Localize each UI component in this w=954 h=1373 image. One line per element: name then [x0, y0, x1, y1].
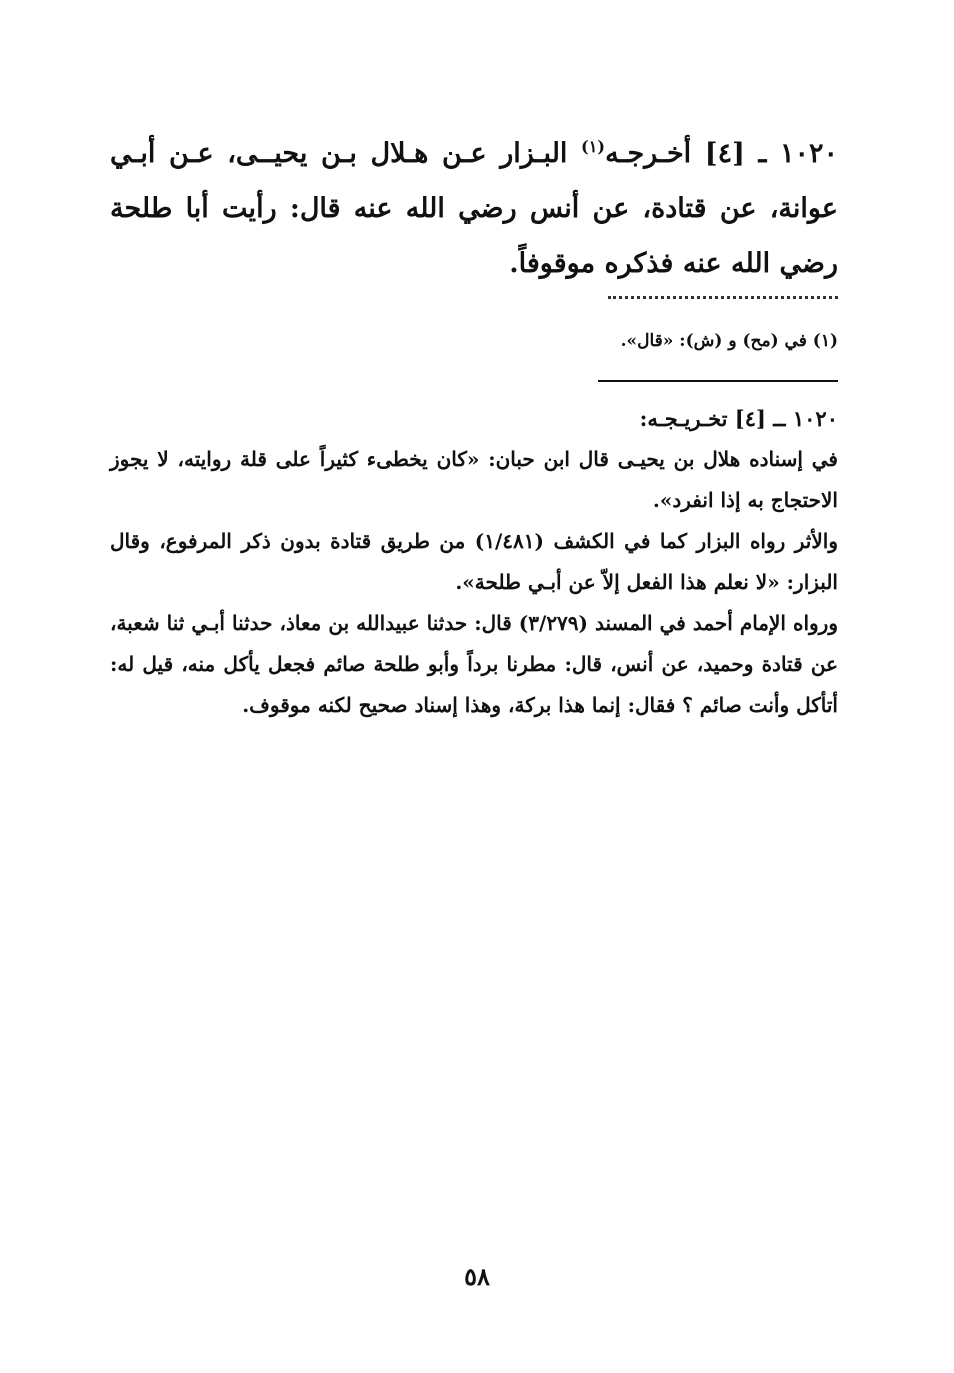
main-text-part2: البـزار عـن هـلال بـن يحيــى، عـن أبـي عوانة، عن قتادة، عن أنس رضي الله عنه قال: رأيت أبا طلحة رضي الله عنه فذكره موقوفاً. [110, 138, 838, 279]
footnote-separator [608, 296, 838, 303]
section-divider [598, 380, 838, 382]
footnote-1: (١) في (مح) و (ش): «قال». [620, 331, 838, 351]
main-text-part1: أخـرجـه [605, 138, 692, 169]
takhrij-paragraph-2: والأثر رواه البزار كما في الكشف (١/٤٨١) من طريق قتادة بدون ذكر المرفوع، وقال البزار: «لا نعلم هذا الفعل إلاّ عن أبـي طلحة». [110, 529, 838, 594]
footnote-reference: (١) [581, 137, 606, 156]
takhrij-paragraph-3: ورواه الإمام أحمد في المسند (٣/٢٧٩) قال: حدثنا عبيدالله بن معاذ، حدثنا أبـي ثنا شعبة، عن قتادة وحميد، عن أنس، قال: مطرنا برداً وأبو طلحة صائم فجعل يأكل منه، قيل له: أتأكل وأنت صائم ؟ فقال: إنما هذا بركة، وهذا إسناد صحيح لكنه موقوف. [110, 611, 838, 717]
takhrij-section [110, 398, 838, 726]
entry-number: ١٠٢٠ ـ [٤] [704, 138, 838, 169]
main-paragraph [110, 126, 838, 291]
main-text [110, 126, 838, 291]
takhrij-paragraph-1: في إسناده هلال بن يحيـى قال ابن حبان: «كان يخطىء كثيراً على قلة روايته، لا يجوز الاحتجاج به إذا انفرد». [110, 447, 838, 512]
takhrij-heading: ١٠٢٠ ــ [٤] تخـريـجـه: [639, 406, 838, 431]
page-number: ٥٨ [464, 1262, 490, 1291]
footnotes [110, 326, 838, 356]
